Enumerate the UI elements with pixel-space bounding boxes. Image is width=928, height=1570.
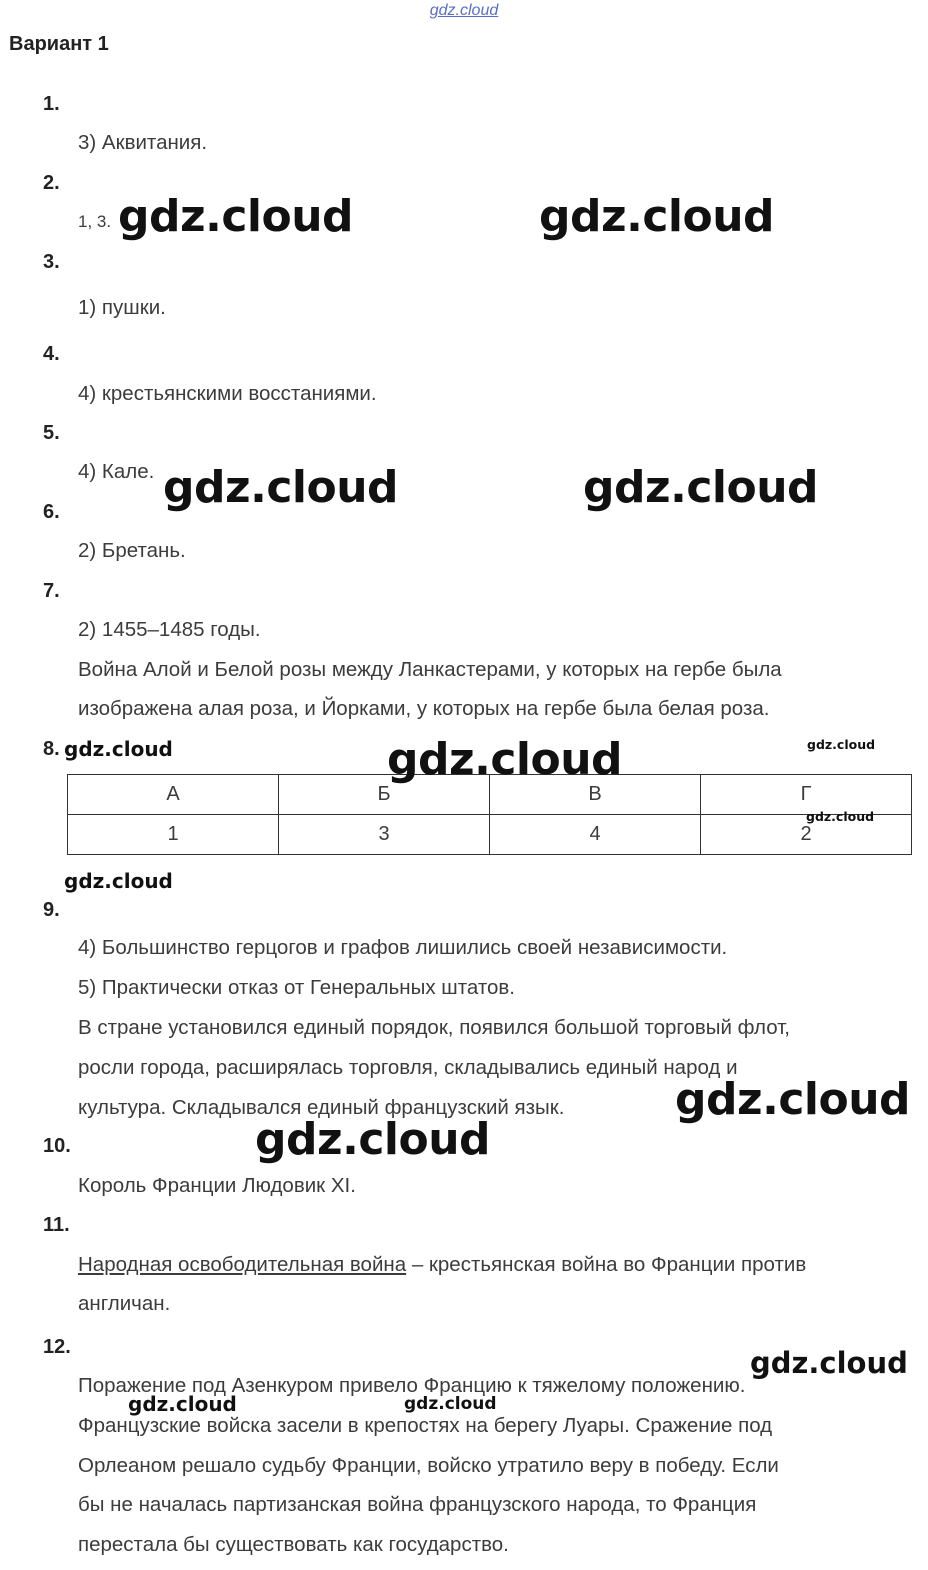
variant-title: Вариант 1 [9, 33, 109, 55]
question-number-8: 8. [43, 738, 60, 760]
answer-12-line-1: Поражение под Азенкуром привело Францию к тяжелому положению. [78, 1374, 746, 1397]
answer-12-line-4: бы не началась партизанская война французского народа, то Франция [78, 1493, 757, 1516]
watermark: gdz.cloud [387, 734, 623, 785]
watermark: gdz.cloud [539, 191, 775, 242]
watermark: gdz.cloud [807, 737, 876, 752]
explanation-7-line-1: Война Алой и Белой розы между Ланкастерами, у которых на гербе была [78, 658, 782, 681]
explanation-7-line-2: изображена алая роза, и Йорками, у которых на гербе была белая роза. [78, 697, 770, 720]
question-number-4: 4. [43, 343, 60, 365]
watermark: gdz.cloud [128, 1392, 237, 1416]
answer-9-option-4: 4) Большинство герцогов и графов лишились своей независимости. [78, 936, 728, 959]
watermark: gdz.cloud [64, 869, 173, 893]
answer-12-line-3: Орлеаном решало судьбу Франции, войско утратило веру в победу. Если [78, 1454, 779, 1477]
table-header-cell: Г [701, 775, 912, 815]
table-header-cell: В [490, 775, 701, 815]
matching-table [67, 774, 912, 855]
question-number-11: 11. [43, 1214, 70, 1236]
answer-1: 3) Аквитания. [78, 131, 208, 154]
site-link[interactable]: gdz.cloud [429, 2, 499, 19]
answer-12-line-5: перестала бы существовать как государство. [78, 1533, 509, 1556]
term-highlight: Народная освободительная война [78, 1253, 407, 1276]
answer-11-line-1 [78, 1251, 806, 1279]
watermark: gdz.cloud [675, 1074, 911, 1125]
answer-7: 2) 1455–1485 годы. [78, 618, 261, 641]
answer-10: Король Франции Людовик XI. [78, 1174, 356, 1197]
watermark: gdz.cloud [163, 462, 399, 513]
watermark: gdz.cloud [255, 1114, 491, 1165]
question-number-5: 5. [43, 422, 60, 444]
watermark: gdz.cloud [583, 462, 819, 513]
watermark: gdz.cloud [404, 1394, 497, 1414]
table-header-cell: А [68, 775, 279, 815]
watermark: gdz.cloud [118, 191, 354, 242]
table-header-cell: Б [279, 775, 490, 815]
table-value-cell: 4 [490, 815, 701, 855]
table-value-cell: 1 [68, 815, 279, 855]
explanation-9-line-3: культура. Складывался единый французский язык. [78, 1096, 565, 1119]
explanation-9-line-1: В стране установился единый порядок, появился большой торговый флот, [78, 1016, 791, 1039]
watermark: gdz.cloud [64, 737, 173, 761]
question-number-10: 10. [43, 1135, 71, 1157]
table-value-cell: 2 [701, 815, 912, 855]
answer-3: 1) пушки. [78, 296, 166, 319]
answer-12-line-2: Французские войска засели в крепостях на берегу Луары. Сражение под [78, 1414, 773, 1437]
answer-6: 2) Бретань. [78, 539, 186, 562]
question-number-6: 6. [43, 501, 60, 523]
question-number-9: 9. [43, 899, 60, 921]
term-definition: – крестьянская война во Франции против [406, 1253, 807, 1276]
answer-2: 1, 3. [78, 212, 112, 231]
question-number-2: 2. [43, 172, 60, 194]
watermark: gdz.cloud [750, 1346, 908, 1380]
table-row-values [68, 815, 912, 855]
question-number-3: 3. [43, 251, 60, 273]
question-number-1: 1. [43, 93, 60, 115]
answer-5: 4) Кале. [78, 460, 155, 483]
explanation-9-line-2: росли города, расширялась торговля, складывались единый народ и [78, 1056, 738, 1079]
answer-11-line-2: англичан. [78, 1292, 171, 1315]
question-number-12: 12. [43, 1336, 71, 1358]
answer-9-option-5: 5) Практически отказ от Генеральных штатов. [78, 976, 516, 999]
watermark: gdz.cloud [806, 809, 875, 824]
answer-4: 4) крестьянскими восстаниями. [78, 382, 377, 405]
table-value-cell: 3 [279, 815, 490, 855]
question-number-7: 7. [43, 580, 60, 602]
